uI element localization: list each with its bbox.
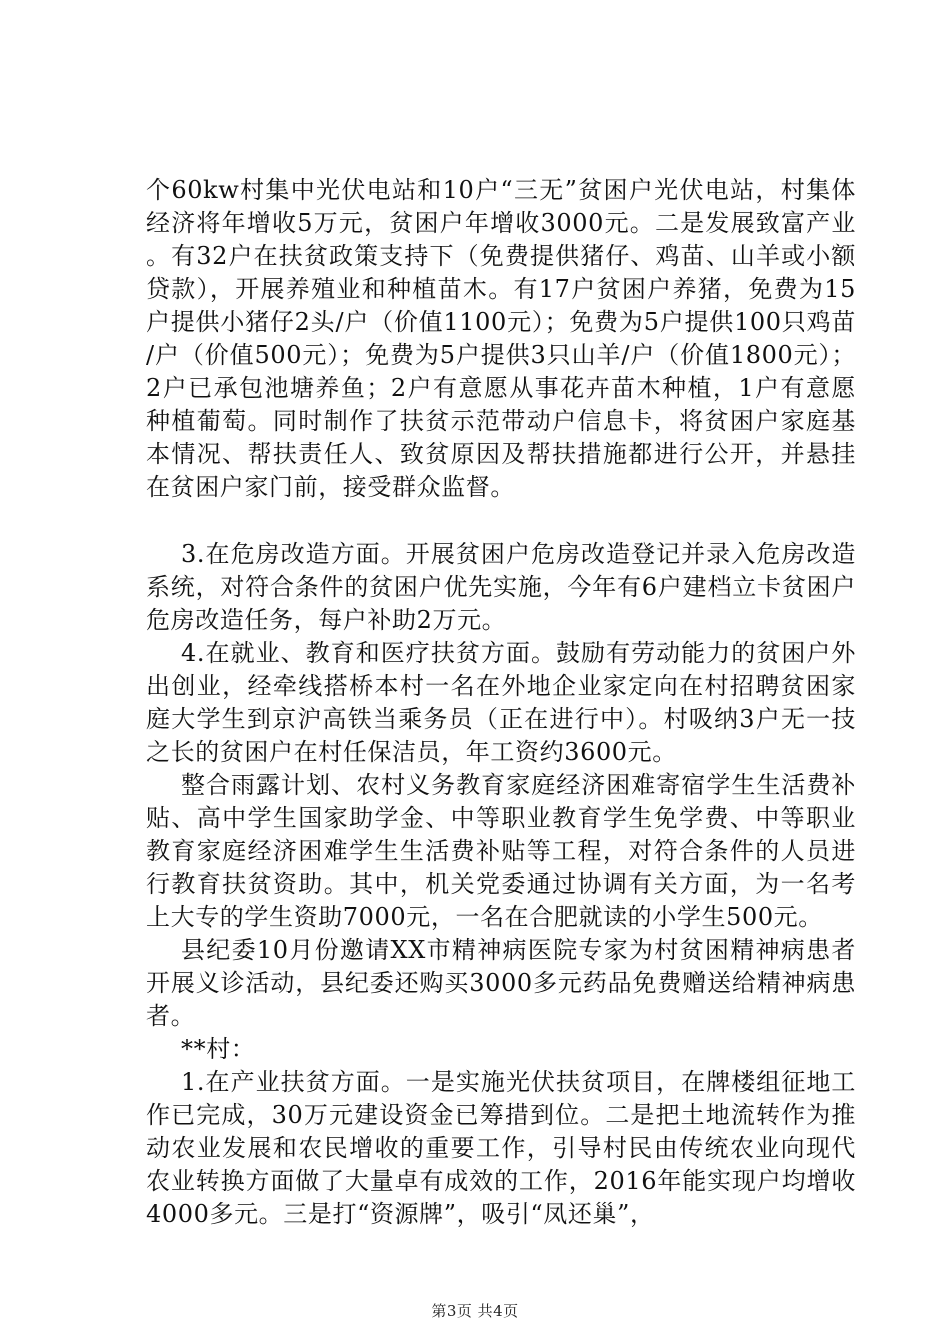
page-number-footer: 第3页 共4页 xyxy=(431,1302,519,1320)
paragraph-photovoltaic-income: 个60kw村集中光伏电站和10户“三无”贫困户光伏电站，村集体经济将年增收5万元，贫困户年增收3000元。二是发展致富产业。有32户在扶贫政策支持下（免费提供猪仔、鸡苗、山羊或小额贷款），开展养殖业和种植苗木。有17户贫困户养猪，免费为15户提供小猪仔2头/户（价值1100元）；免费为5户提供100只鸡苗/户（价值500元）；免费为5户提供3只山羊/户（价值1800元）；2户已承包池塘养鱼；2户有意愿从事花卉苗木种植，1户有意愿种植葡萄。同时制作了扶贫示范带动户信息卡，将贫困户家庭基本情况、帮扶责任人、致贫原因及帮扶措施都进行公开，并悬挂在贫困户家门前，接受群众监督。 xyxy=(146,176,856,501)
paragraph-industry-poverty-relief: 1.在产业扶贫方面。一是实施光伏扶贫项目，在牌楼组征地工作已完成，30万元建设资金已筹措到位。二是把土地流转作为推动农业发展和农民增收的重要工作，引导村民由传统农业向现代农业转换方面做了大量卓有成效的工作，2016年能实现户均增收4000多元。三是打“资源牌”，吸引“凤还巢”， xyxy=(146,1068,856,1228)
document-body xyxy=(146,174,856,1231)
paragraph-gap xyxy=(146,504,856,538)
section-heading-village: **村： xyxy=(181,1035,256,1063)
paragraph-housing-renovation: 3.在危房改造方面。开展贫困户危房改造登记并录入危房改造系统，对符合条件的贫困户优先实施，今年有6户建档立卡贫困户危房改造任务，每户补助2万元。 xyxy=(146,540,856,634)
paragraph-education-subsidy: 整合雨露计划、农村义务教育家庭经济困难寄宿学生生活费补贴、高中学生国家助学金、中等职业教育学生免学费、中等职业教育家庭经济困难学生生活费补贴等工程，对符合条件的人员进行教育扶贫资助。其中，机关党委通过协调有关方面，为一名考上大专的学生资助7000元，一名在合肥就读的小学生500元。 xyxy=(146,771,856,931)
paragraph-medical-clinic: 县纪委10月份邀请XX市精神病医院专家为村贫困精神病患者开展义诊活动，县纪委还购买3000多元药品免费赠送给精神病患者。 xyxy=(146,936,856,1030)
paragraph-employment-education: 4.在就业、教育和医疗扶贫方面。鼓励有劳动能力的贫困户外出创业，经牵线搭桥本村一名在外地企业家定向在村招聘贫困家庭大学生到京沪高铁当乘务员（正在进行中）。村吸纳3户无一技之长的贫困户在村任保洁员，年工资约3600元。 xyxy=(146,639,856,766)
